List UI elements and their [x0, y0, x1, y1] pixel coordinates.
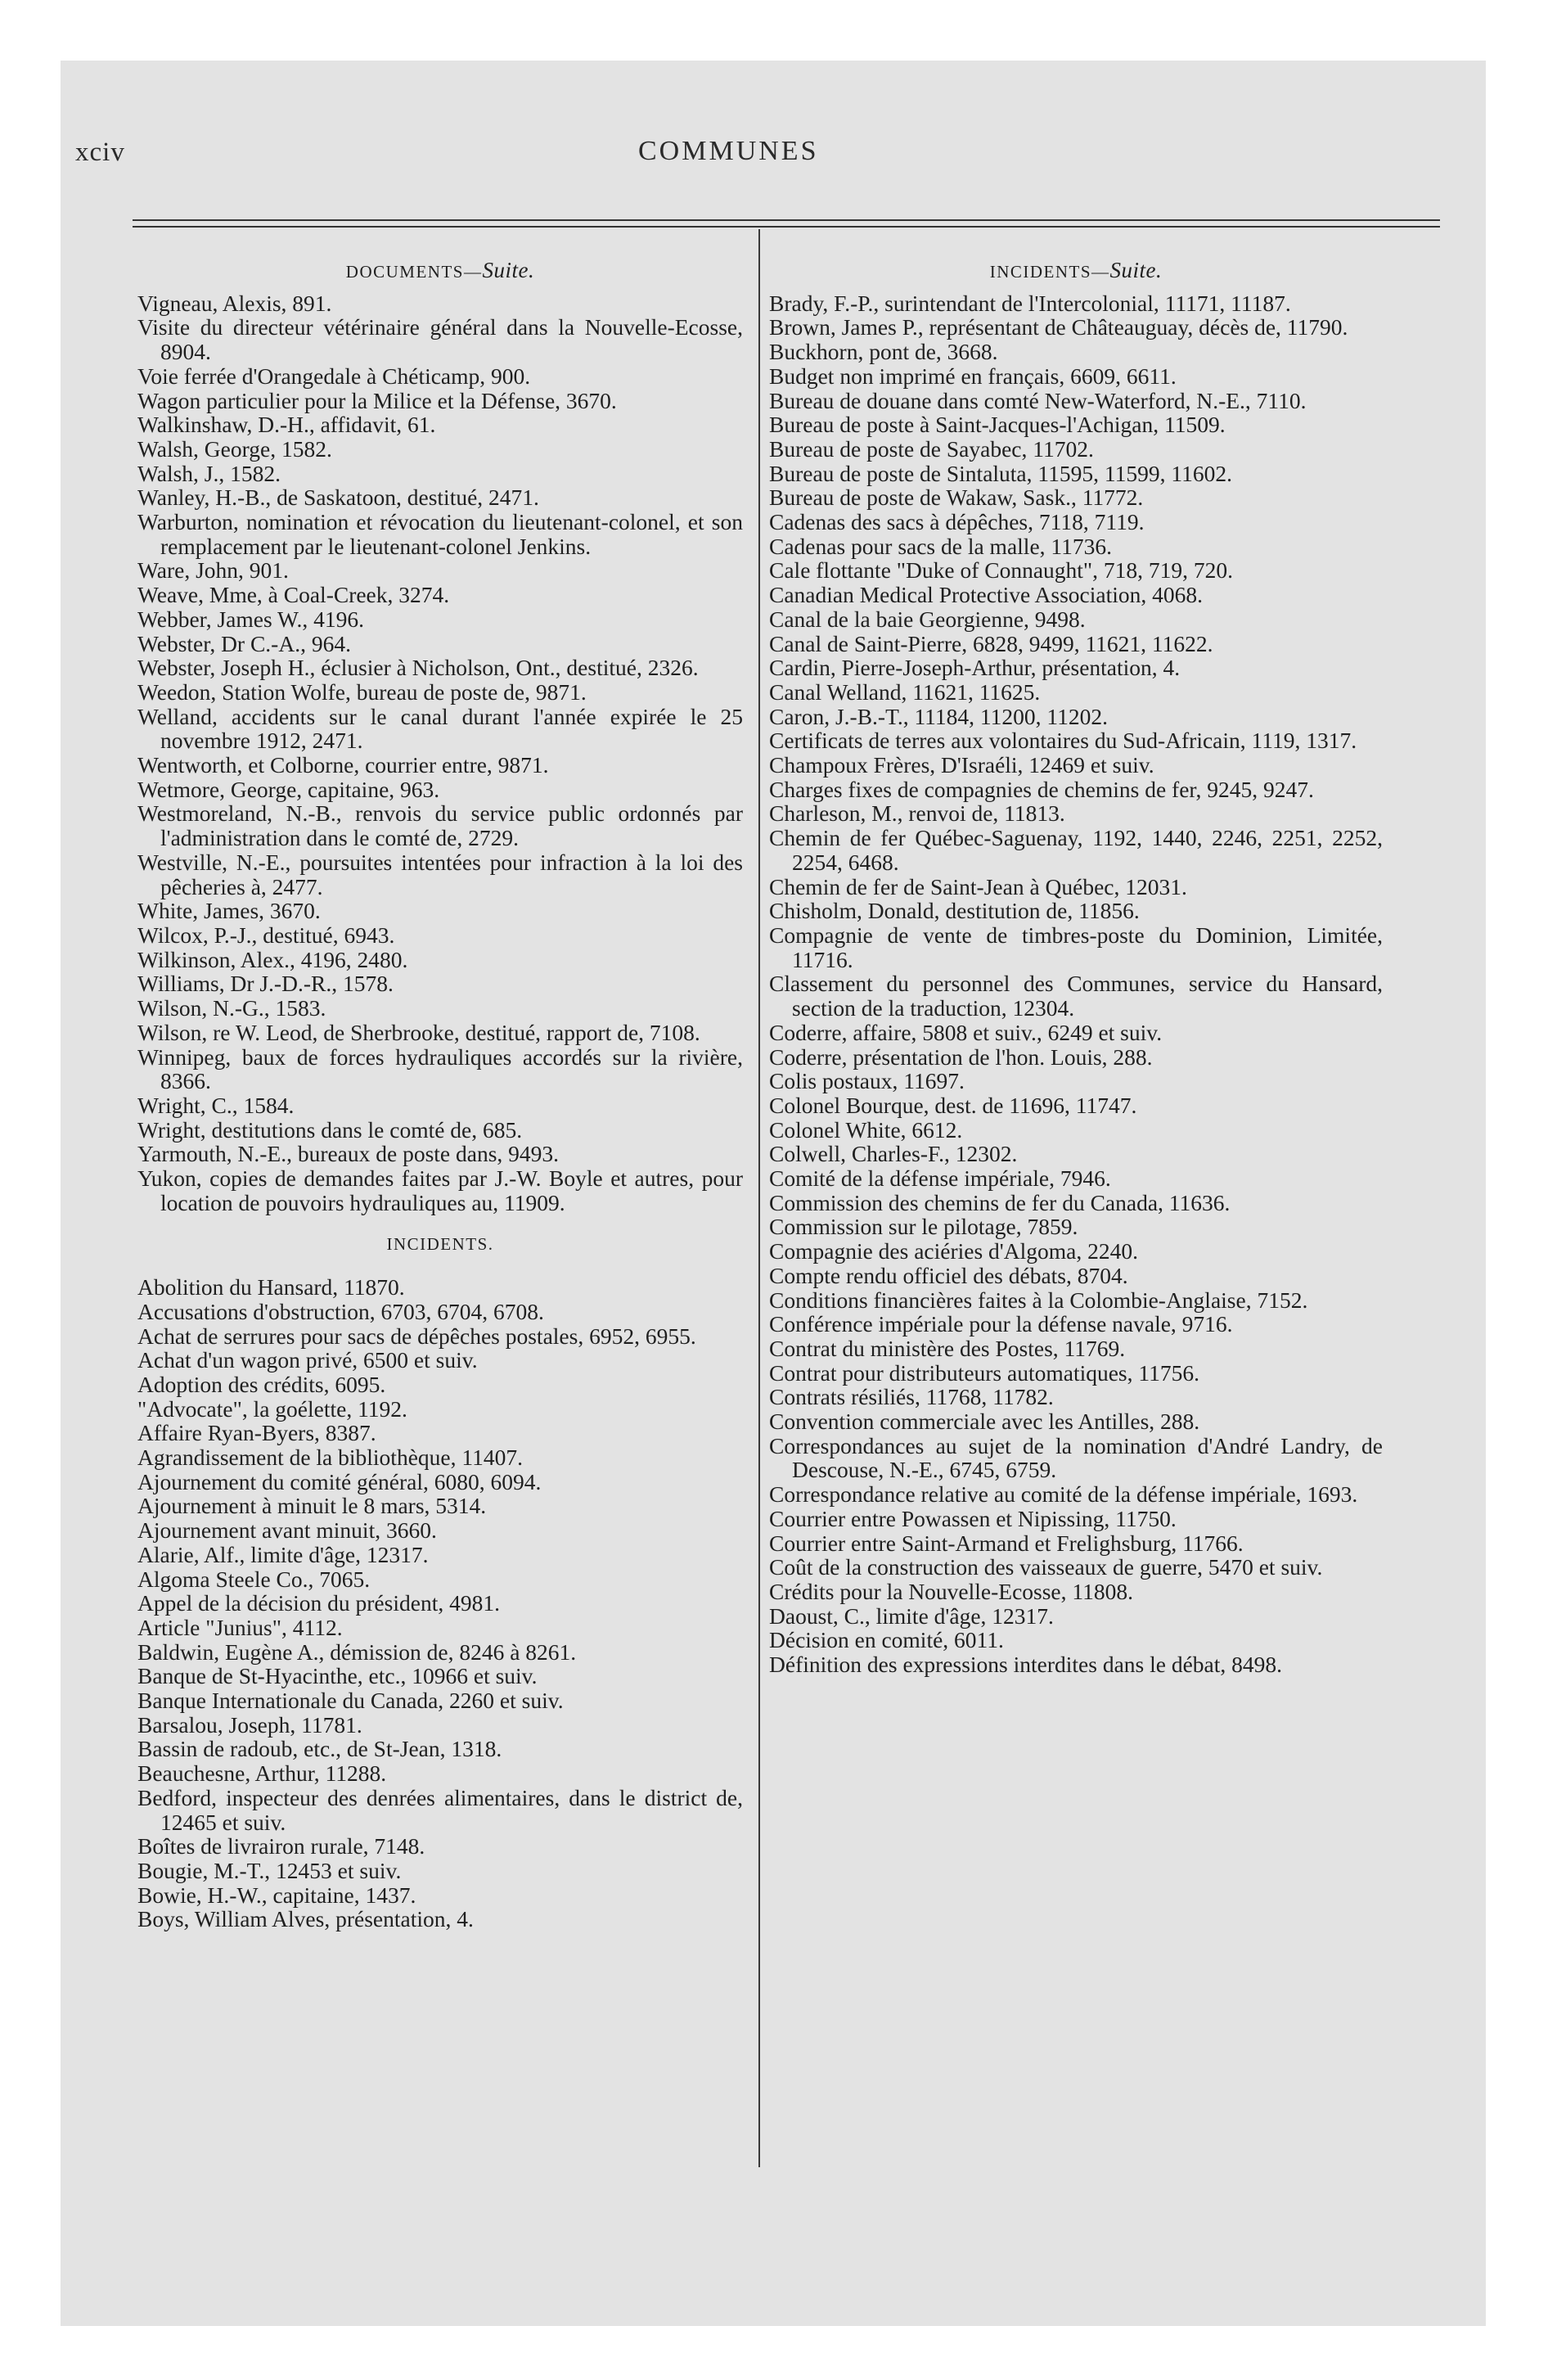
index-entry: Agrandissement de la bibliothèque, 11407.	[137, 1445, 523, 1471]
page-number: xciv	[75, 137, 125, 167]
index-entry: Weedon, Station Wolfe, bureau de poste de, 9871.	[137, 678, 587, 705]
index-entry: Chemin de fer Québec-Saguenay, 1192, 1440, 2246, 2251, 2252, 2254, 6468.	[769, 825, 1383, 875]
index-entry: Daoust, C., limite d'âge, 12317.	[769, 1602, 1054, 1629]
right-entries-list	[769, 291, 1383, 1677]
index-entry: Wright, destitutions dans le comté de, 685.	[137, 1116, 523, 1143]
index-entry: Canadian Medical Protective Association, 4068.	[769, 582, 1204, 608]
index-entry: Wilkinson, Alex., 4196, 2480.	[137, 946, 408, 972]
index-entry: Achat d'un wagon privé, 6500 et suiv.	[137, 1347, 478, 1373]
index-entry: Bureau de poste de Sayabec, 11702.	[769, 435, 1094, 462]
index-entry: Certificats de terres aux volontaires du Sud-Africain, 1119, 1317.	[769, 728, 1357, 754]
index-entry: Winnipeg, baux de forces hydrauliques accordés sur la rivière, 8366.	[137, 1044, 743, 1094]
index-entry: Banque Internationale du Canada, 2260 et suiv.	[137, 1688, 564, 1714]
index-entry: Conditions financières faites à la Colombie-Anglaise, 7152.	[769, 1287, 1308, 1313]
index-entry: Colonel White, 6612.	[769, 1116, 963, 1143]
index-entry: Chemin de fer de Saint-Jean à Québec, 12031.	[769, 873, 1187, 899]
index-entry: Bureau de douane dans comté New-Waterford, N.-E., 7110.	[769, 387, 1307, 413]
index-entry: Décision en comité, 6011.	[769, 1627, 1004, 1653]
index-entry: Walsh, George, 1582.	[137, 435, 332, 462]
index-entry: Webster, Dr C.-A., 964.	[137, 630, 351, 656]
index-entry: Wetmore, George, capitaine, 963.	[137, 776, 440, 802]
index-entry: Affaire Ryan-Byers, 8387.	[137, 1420, 376, 1446]
index-entry: Correspondance relative au comité de la défense impériale, 1693.	[769, 1481, 1358, 1508]
index-entry: Visite du directeur vétérinaire général dans la Nouvelle-Ecosse, 8904.	[137, 314, 743, 365]
index-entry: Achat de serrures pour sacs de dépêches postales, 6952, 6955.	[137, 1323, 696, 1349]
index-entry: Colonel Bourque, dest. de 11696, 11747.	[769, 1092, 1137, 1118]
index-entry: Weave, Mme, à Coal-Creek, 3274.	[137, 582, 450, 608]
index-entry: Bedford, inspecteur des denrées alimentaires, dans le district de, 12465 et suiv.	[137, 1784, 743, 1835]
header-rule-top	[133, 219, 1440, 221]
index-entry: Boîtes de livrairon rurale, 7148.	[137, 1833, 425, 1859]
index-entry: Abolition du Hansard, 11870.	[137, 1274, 405, 1300]
index-entry: Caron, J.-B.-T., 11184, 11200, 11202.	[769, 703, 1108, 729]
index-entry: Warburton, nomination et révocation du lieutenant-colonel, et son remplacement par le lieutenant-colonel Jenkins.	[137, 509, 743, 559]
index-entry: Cardin, Pierre-Joseph-Arthur, présentation, 4.	[769, 655, 1181, 681]
index-entry: Appel de la décision du président, 4981.	[137, 1590, 500, 1616]
index-entry: Ajournement du comité général, 6080, 6094.	[137, 1468, 542, 1494]
index-entry: Ware, John, 901.	[137, 557, 289, 584]
left-column	[137, 259, 743, 1931]
index-entry: Walkinshaw, D.-H., affidavit, 61.	[137, 412, 436, 438]
index-entry: Coût de la construction des vaisseaux de guerre, 5470 et suiv.	[769, 1554, 1323, 1580]
index-entry: Convention commerciale avec les Antilles, 288.	[769, 1409, 1200, 1435]
index-entry: Cadenas des sacs à dépêches, 7118, 7119.	[769, 509, 1145, 535]
index-entry: Chisholm, Donald, destitution de, 11856.	[769, 898, 1140, 924]
index-entry: Canal Welland, 11621, 11625.	[769, 678, 1041, 705]
index-entry: Champoux Frères, D'Israéli, 12469 et suiv.	[769, 752, 1154, 778]
index-entry: Yukon, copies de demandes faites par J.-W. Boyle et autres, pour location de pouvoirs hydrauliques au, 11909.	[137, 1165, 743, 1215]
index-entry: Baldwin, Eugène A., démission de, 8246 à 8261.	[137, 1639, 577, 1665]
index-entry: Wentworth, et Colborne, courrier entre, 9871.	[137, 752, 549, 778]
index-entry: Wilson, re W. Leod, de Sherbrooke, destitué, rapport de, 7108.	[137, 1019, 700, 1045]
index-entry: Adoption des crédits, 6095.	[137, 1371, 386, 1397]
index-entry: Wright, C., 1584.	[137, 1092, 295, 1118]
index-entry: Article "Junius", 4112.	[137, 1614, 343, 1640]
section-head-incidents: INCIDENTS.	[386, 1234, 494, 1255]
index-entry: Compte rendu officiel des débats, 8704.	[769, 1262, 1128, 1288]
index-entry: Contrats résiliés, 11768, 11782.	[769, 1384, 1054, 1410]
section-head-documents: DOCUMENTS—Suite.	[345, 258, 535, 282]
index-entry: Bowie, H.-W., capitaine, 1437.	[137, 1882, 416, 1908]
index-entry: Coderre, affaire, 5808 et suiv., 6249 et suiv.	[769, 1019, 1163, 1045]
index-entry: Barsalou, Joseph, 11781.	[137, 1711, 362, 1738]
index-entry: Correspondances au sujet de la nomination d'André Landry, de Descouse, N.-E., 6745, 6759.	[769, 1432, 1383, 1483]
index-entry: Budget non imprimé en français, 6609, 6611.	[769, 363, 1177, 389]
index-entry: Alarie, Alf., limite d'âge, 12317.	[137, 1541, 429, 1567]
index-entry: Bassin de radoub, etc., de St-Jean, 1318.	[137, 1736, 502, 1762]
left-entries-list	[137, 291, 743, 1215]
index-entry: Charges fixes de compagnies de chemins de fer, 9245, 9247.	[769, 776, 1314, 802]
index-entry: Commission sur le pilotage, 7859.	[769, 1214, 1078, 1240]
index-entry: Boys, William Alves, présentation, 4.	[137, 1906, 474, 1932]
index-entry: Bougie, M.-T., 12453 et suiv.	[137, 1858, 402, 1883]
index-entry: Banque de St-Hyacinthe, etc., 10966 et suiv.	[137, 1663, 538, 1689]
index-entry: Courrier entre Powassen et Nipissing, 11750.	[769, 1505, 1177, 1531]
column-divider	[758, 229, 760, 2167]
index-entry: Buckhorn, pont de, 3668.	[769, 339, 998, 365]
index-entry: Charleson, M., renvoi de, 11813.	[769, 800, 1065, 827]
index-entry: Classement du personnel des Communes, service du Hansard, section de la traduction, 12304.	[769, 971, 1383, 1021]
index-entry: Welland, accidents sur le canal durant l'année expirée le 25 novembre 1912, 2471.	[137, 703, 743, 754]
index-entry: Compagnie des aciéries d'Algoma, 2240.	[769, 1238, 1138, 1264]
index-entry: White, James, 3670.	[137, 898, 321, 924]
section-head-incidents-suite: INCIDENTS—Suite.	[989, 258, 1163, 282]
index-entry: "Advocate", la goélette, 1192.	[137, 1395, 407, 1422]
index-entry: Algoma Steele Co., 7065.	[137, 1566, 371, 1592]
index-entry: Walsh, J., 1582.	[137, 460, 281, 486]
index-entry: Brown, James P., représentant de Châteauguay, décès de, 11790.	[769, 314, 1348, 340]
index-entry: Contrat pour distributeurs automatiques, 11756.	[769, 1359, 1199, 1386]
index-entry: Canal de la baie Georgienne, 9498.	[769, 606, 1086, 632]
index-entry: Beauchesne, Arthur, 11288.	[137, 1760, 387, 1787]
index-entry: Wilson, N.-G., 1583.	[137, 995, 326, 1021]
index-entry: Bureau de poste de Wakaw, Sask., 11772.	[769, 485, 1144, 511]
index-entry: Yarmouth, N.-E., bureaux de poste dans, 9493.	[137, 1141, 560, 1167]
index-entry: Bureau de poste à Saint-Jacques-l'Achigan, 11509.	[769, 412, 1226, 438]
index-entry: Westmoreland, N.-B., renvois du service public ordonnés par l'administration dans le comté de, 2729.	[137, 800, 743, 851]
index-entry: Webster, Joseph H., éclusier à Nicholson, Ont., destitué, 2326.	[137, 655, 699, 681]
index-entry: Crédits pour la Nouvelle-Ecosse, 11808.	[769, 1578, 1133, 1604]
index-entry: Courrier entre Saint-Armand et Frelighsburg, 11766.	[769, 1530, 1244, 1556]
index-entry: Voie ferrée d'Orangedale à Chéticamp, 900.	[137, 363, 531, 389]
index-entry: Colwell, Charles-F., 12302.	[769, 1141, 1018, 1167]
index-entry: Wilcox, P.-J., destitué, 6943.	[137, 922, 395, 948]
index-entry: Conférence impériale pour la défense navale, 9716.	[769, 1311, 1233, 1337]
header-rule-bottom	[133, 226, 1440, 228]
index-entry: Williams, Dr J.-D.-R., 1578.	[137, 971, 394, 997]
index-entry: Définition des expressions interdites dans le débat, 8498.	[769, 1652, 1283, 1678]
index-entry: Webber, James W., 4196.	[137, 606, 364, 632]
running-title: COMMUNES	[638, 136, 819, 166]
index-entry: Cadenas pour sacs de la malle, 11736.	[769, 533, 1112, 559]
index-entry: Canal de Saint-Pierre, 6828, 9499, 11621, 11622.	[769, 630, 1213, 656]
index-entry: Westville, N.-E., poursuites intentées pour infraction à la loi des pêcheries à, 2477.	[137, 849, 743, 899]
index-entry: Compagnie de vente de timbres-poste du Dominion, Limitée, 11716.	[769, 922, 1383, 972]
index-entry: Wanley, H.-B., de Saskatoon, destitué, 2471.	[137, 485, 539, 511]
index-entry: Comité de la défense impériale, 7946.	[769, 1165, 1111, 1192]
index-entry: Coderre, présentation de l'hon. Louis, 288.	[769, 1044, 1153, 1070]
index-entry: Contrat du ministère des Postes, 11769.	[769, 1335, 1126, 1361]
index-entry: Brady, F.-P., surintendant de l'Intercolonial, 11171, 11187.	[769, 290, 1291, 316]
index-entry: Ajournement à minuit le 8 mars, 5314.	[137, 1493, 487, 1519]
index-entry: Wagon particulier pour la Milice et la Défense, 3670.	[137, 387, 617, 413]
index-entry: Accusations d'obstruction, 6703, 6704, 6708.	[137, 1298, 544, 1324]
index-entry: Commission des chemins de fer du Canada, 11636.	[769, 1189, 1231, 1215]
index-entry: Ajournement avant minuit, 3660.	[137, 1517, 437, 1544]
index-entry: Bureau de poste de Sintaluta, 11595, 11599, 11602.	[769, 460, 1232, 486]
index-entry: Vigneau, Alexis, 891.	[137, 290, 332, 316]
right-column	[769, 259, 1383, 1677]
left-entries2-list	[137, 1275, 743, 1931]
index-entry: Colis postaux, 11697.	[769, 1068, 965, 1094]
index-entry: Cale flottante "Duke of Connaught", 718, 719, 720.	[769, 557, 1234, 584]
